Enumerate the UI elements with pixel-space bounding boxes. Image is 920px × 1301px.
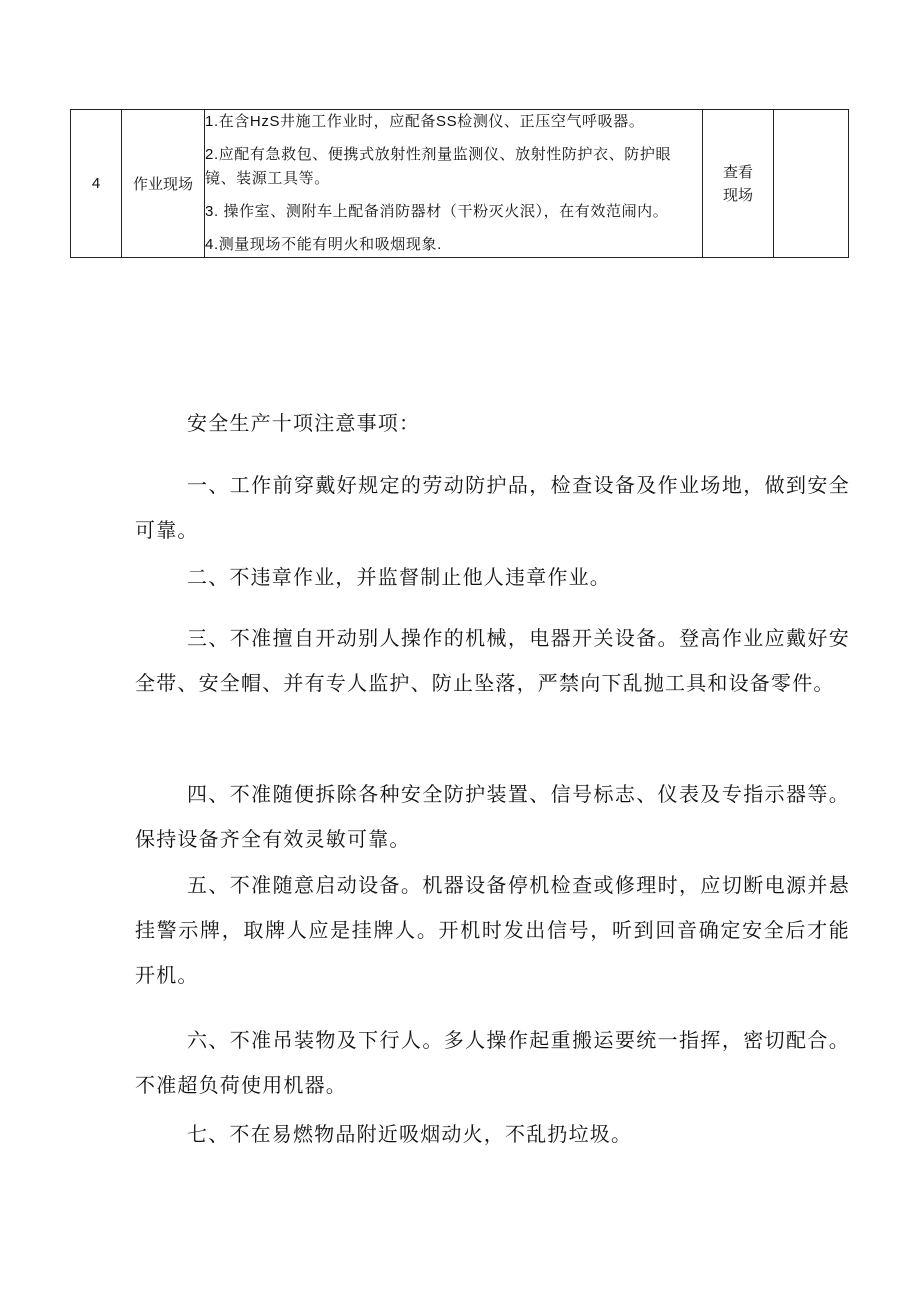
requirement-3: 3. 操作室、测附车上配备消防器材（干粉灭火泯），在有效范闹内。: [205, 203, 669, 220]
row-number: 4: [71, 110, 122, 258]
row-item: 作业现场: [122, 110, 205, 258]
note-item-6: 六、不准吊装物及下行人。多人操作起重搬运要统一指挥，密切配合。不准超负荷使用机器。: [135, 1028, 850, 1097]
note-item-3: 三、不准擅自开动别人操作的机械，电器开关设备。登高作业应戴好安全带、安全帽、并有专人监护、防止坠落，严禁向下乱抛工具和设备零件。: [135, 626, 850, 695]
inspection-table: [70, 109, 849, 258]
table-row: [71, 110, 849, 258]
requirement-2: 2.应配有急救包、便携式放射性剂量监测仪、放射性防护衣、防护眼镜、装源工具等。: [205, 146, 672, 187]
note-item-1: 一、工作前穿戴好规定的劳动防护品，检查设备及作业场地，做到安全可靠。: [135, 473, 850, 542]
requirement-4: 4.测量现场不能有明火和吸烟现象.: [205, 236, 442, 253]
row-requirements: [205, 110, 703, 258]
requirement-1: 1.在含HzS井施工作业时，应配备SS检测仪、正压空气呼吸器。: [205, 113, 645, 130]
note-item-5: 五、不准随意启动设备。机器设备停机检查或修理时，应切断电源并悬挂警示牌，取牌人应是挂牌人。开机时发出信号，听到回音确定安全后才能开机。: [135, 873, 850, 987]
method-text: 查看现场: [722, 163, 753, 204]
note-item-4: 四、不准随便拆除各种安全防护装置、信号标志、仪表及专指示器等。保持设备齐全有效灵敏可靠。: [135, 782, 850, 851]
note-item-7: 七、不在易燃物品附近吸烟动火，不乱扔垃圾。: [187, 1122, 633, 1146]
row-method: [703, 110, 774, 258]
note-item-2: 二、不违章作业，并监督制止他人违章作业。: [187, 565, 611, 589]
row-remark: [774, 110, 849, 258]
notes-title: 安全生产十项注意事项：: [187, 411, 421, 435]
